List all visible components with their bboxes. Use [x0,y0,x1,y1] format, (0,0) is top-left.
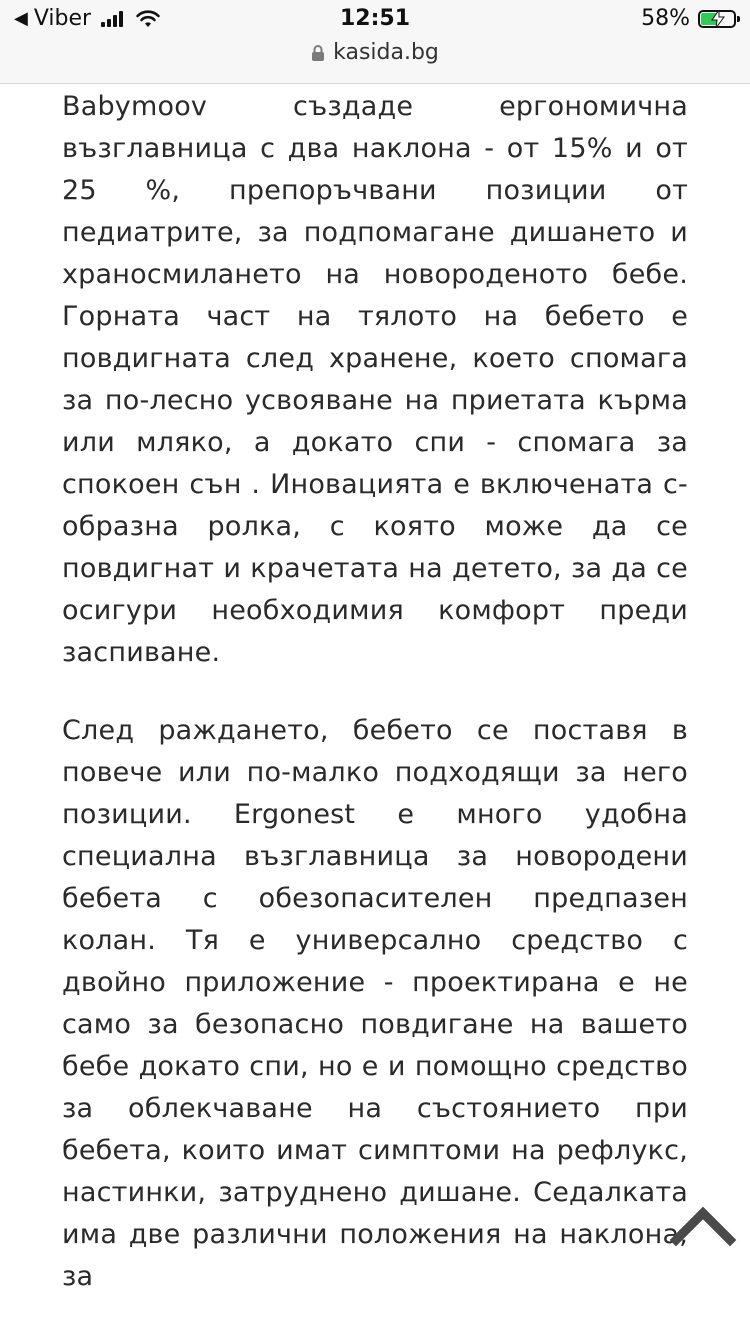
status-bar [0,0,750,40]
charging-bolt-icon [711,10,725,28]
clock: 12:51 [339,6,411,31]
article-paragraph: След раждането, бебето се поставя в повече или по-малко подходящи за него позиции. Ergonest е много удобна специална възглавница за новородени бебета с обезопасителен предпазен колан. Тя е универсално средство с двойно приложение - проектирана е не само за безопасно повдигане на вашето бебе докато спи, но е и помощно средство за облекчаване на състоянието при бебета, които имат симптоми на рефлукс, настинки, затруднено дишане. Седалката има две различни положения на наклона, за [62,715,688,1292]
back-arrow-icon: ◀ [14,7,28,29]
chevron-up-icon [668,1200,738,1250]
battery-status [641,6,736,31]
back-app-label: Viber [33,6,92,31]
lock-icon [311,44,325,62]
article-paragraph: Babymoov създаде ергономична възглавница с два наклона - от 15% и от 25 %, препоръчвани позиции от педиатрите, за подпомагане дишането и храносмилането на новороденото бебе. Горната част на тялото на бебето е повдигната след хранене, което спомага за по-лесно усвояване на приетата кърма или мляко, а докато спи - спомага за спокоен сън . Иновацията е включената с-образна ролка, с която може да се повдигнат и крачетата на детето, за да се осигури необходимия комфорт преди заспиване. [62,91,688,668]
article-body [62,86,688,1334]
battery-percent: 58% [641,6,690,31]
address-bar[interactable] [0,40,750,84]
url-text[interactable]: kasida.bg [333,40,439,65]
scroll-to-top-button[interactable] [668,1200,738,1250]
battery-icon [698,10,736,28]
